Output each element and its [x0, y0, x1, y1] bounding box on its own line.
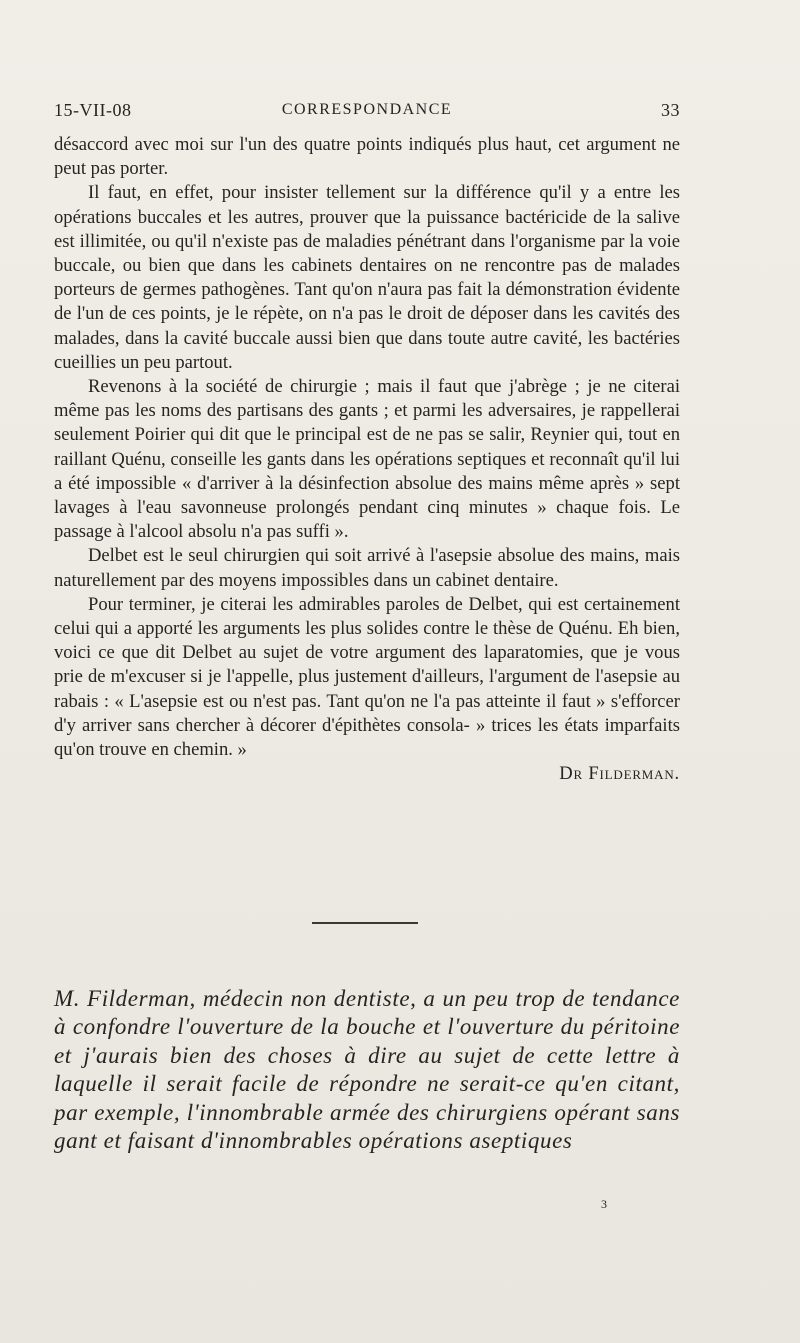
header-page-number: 33	[661, 100, 680, 120]
section-divider	[312, 922, 418, 924]
signature: Dr Filderman.	[559, 763, 680, 785]
header-date: 15-VII-08	[54, 100, 132, 120]
paragraph: Il faut, en effet, pour insister tellement sur la différence qu'il y a entre les opérations buccales et les autres, prouver que la puissance bactéricide de la salive est illimitée, ou qu'il n'existe pas de maladies pénétrant dans l'organisme par la voie buccale, ou bien que dans les cabinets dentaires on ne rencontre pas de malades porteurs de germes pathogènes. Tant qu'on n'aura pas fait la démonstration évidente de l'un de ces points, je le répète, on n'a pas le droit de déposer dans les cavités des malades, dans la cavité buccale aussi bien que dans toute autre cavité, les bactéries cueillies un peu partout.	[54, 182, 680, 373]
paragraph: Revenons à la société de chirurgie ; mais il faut que j'abrège ; je ne citerai même pas les noms des partisans des gants ; et parmi les adversaires, je rappellerai seulement Poirier qui dit que le principal est de ne pas se salir, Reynier qui, tout en raillant Quénu, conseille les gants dans les opérations septiques et reconnaît qu'il lui a été impossible « d'arriver à la désinfection absolue des mains même après » sept lavages à l'eau savonneuse prolongés pendant cinq minutes » chaque fois. Le passage à l'alcool absolu n'a pas suffi ».	[54, 376, 680, 543]
paragraph: Delbet est le seul chirurgien qui soit arrivé à l'asepsie absolue des mains, mais naturellement par des moyens impossibles dans un cabinet dentaire.	[54, 545, 680, 591]
header-section-title: CORRESPONDANCE	[281, 101, 453, 118]
paragraph: Pour terminer, je citerai les admirables paroles de Delbet, qui est certainement celui qui a apporté les arguments les plus solides contre le thèse de Quénu. Eh bien, voici ce que dit Delbet au sujet de votre argument des laparatomies, que je vous prie de m'excuser si je l'appelle, plus justement d'ailleurs, l'argument de l'asepsie au rabais : « L'asepsie est ou n'est pas. Tant qu'on ne l'a pas atteinte il faut » s'efforcer d'y arriver sans chercher à décorer d'épithètes consola- » trices les états imparfaits qu'on trouve en chemin. »	[54, 593, 680, 761]
letter-body	[54, 133, 680, 786]
paragraph: désaccord avec moi sur l'un des quatre points indiqués plus haut, cet argument ne peut pas porter.	[54, 134, 680, 180]
signature-mark: 3	[601, 1197, 607, 1211]
editor-note: M. Filderman, médecin non dentiste, a un peu trop de tendance à confondre l'ouverture de la bouche et l'ouverture du péritoine et j'aurais bien des choses à dire au sujet de cette lettre à laquelle il serait facile de répondre ne serait-ce qu'en citant, par exemple, l'innombrable armée des chirurgiens opérant sans gant et faisant d'innombrables opérations aseptiques	[54, 986, 680, 1154]
running-header	[54, 100, 680, 124]
